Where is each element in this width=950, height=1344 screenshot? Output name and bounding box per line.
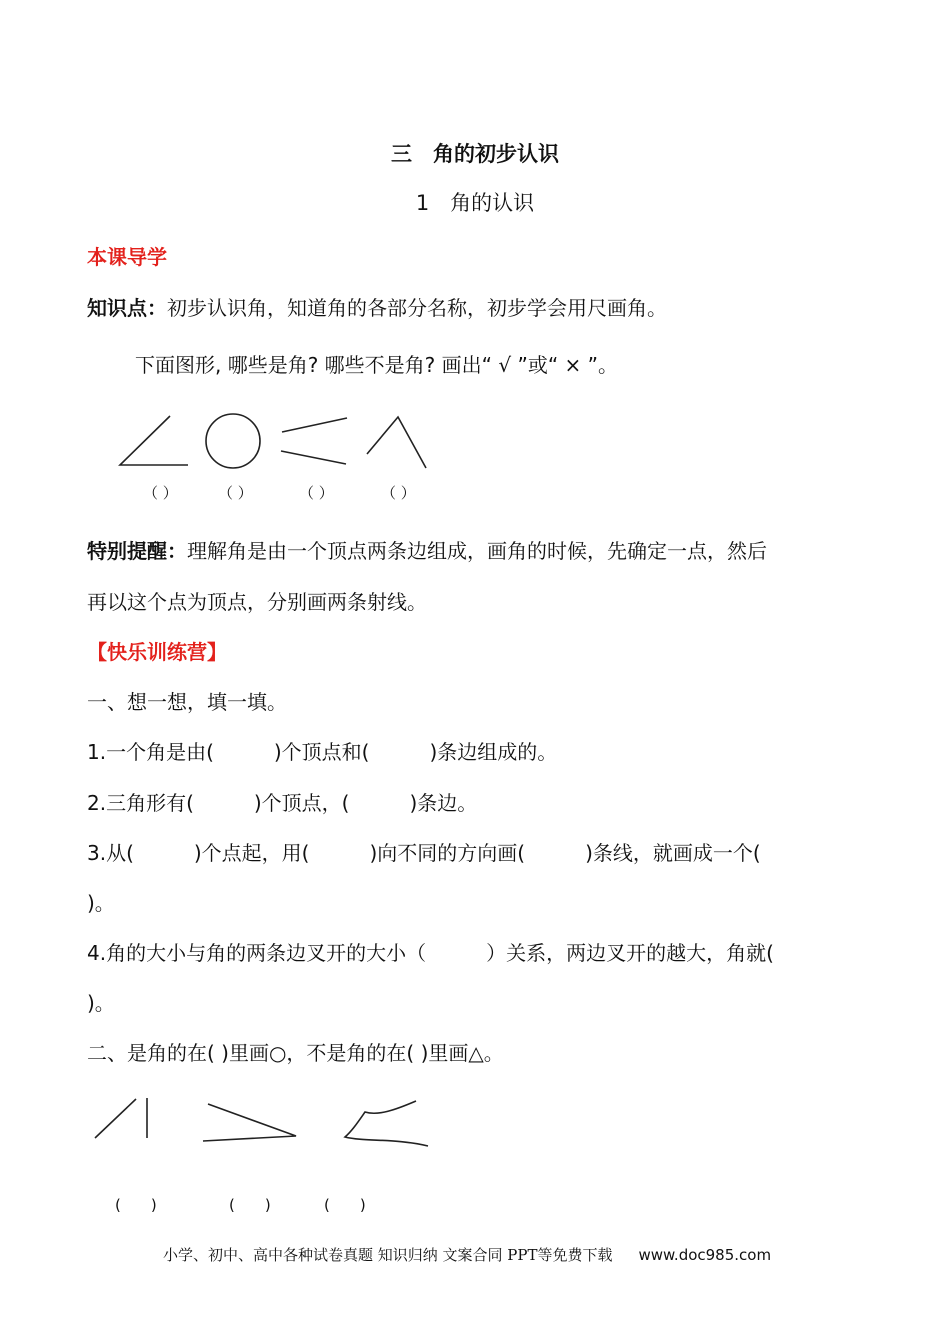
footer xyxy=(163,1244,771,1265)
question-3-line1: 3.从( )个点起，用( )向不同的方向画( )条线，就画成一个( xyxy=(87,841,761,865)
question-2: 2.三角形有( )个顶点，( )条边。 xyxy=(87,791,478,815)
reminder-text1: 理解角是由一个顶点两条边组成，画角的时候，先确定一点，然后 xyxy=(187,539,767,563)
paren-fig2-3[interactable]: ( ) xyxy=(324,1196,366,1214)
page-subtitle: 1 角的认识 xyxy=(415,191,535,215)
knowledge-label: 知识点： xyxy=(87,296,167,320)
paren-fig2-1[interactable]: ( ) xyxy=(115,1196,157,1214)
question-intro: 下面图形, 哪些是角? 哪些不是角? 画出“ √ ”或“ × ”。 xyxy=(135,353,619,377)
camp-heading: 【快乐训练营】 xyxy=(87,640,227,664)
paren-fig1-4[interactable]: （ ） xyxy=(381,484,416,502)
question-4-line1: 4.角的大小与角的两条边叉开的大小（ ）关系，两边叉开的越大，角就( xyxy=(87,941,774,965)
page-title: 三 角的初步认识 xyxy=(391,142,559,166)
angle-shape-3 xyxy=(203,1104,296,1141)
guide-heading: 本课导学 xyxy=(87,245,167,269)
footer-text: 小学、初中、高中各种试卷真题 知识归纳 文案合同 PPT等免费下载 xyxy=(163,1246,613,1264)
paren-fig1-3[interactable]: （ ） xyxy=(299,484,334,502)
question-3-line2: )。 xyxy=(87,891,115,915)
section2-heading: 二、是角的在( )里画○，不是角的在( )里画△。 xyxy=(87,1041,504,1065)
paren-fig2-2[interactable]: ( ) xyxy=(229,1196,271,1214)
paren-fig1-2[interactable]: （ ） xyxy=(218,484,253,502)
slanted-line xyxy=(95,1099,136,1138)
question-1: 1.一个角是由( )个顶点和( )条边组成的。 xyxy=(87,740,558,764)
reminder-label: 特别提醒： xyxy=(87,539,187,563)
curved-shape xyxy=(345,1101,428,1146)
paren-fig1-1[interactable]: （ ） xyxy=(143,484,178,502)
knowledge-text: 初步认识角，知道角的各部分名称，初步学会用尺画角。 xyxy=(167,296,667,320)
footer-url[interactable]: www.doc985.com xyxy=(638,1246,772,1264)
reminder-line2: 再以这个点为顶点，分别画两条射线。 xyxy=(87,590,427,614)
section1-heading: 一、想一想，填一填。 xyxy=(87,690,287,714)
question-4-line2: )。 xyxy=(87,991,115,1015)
